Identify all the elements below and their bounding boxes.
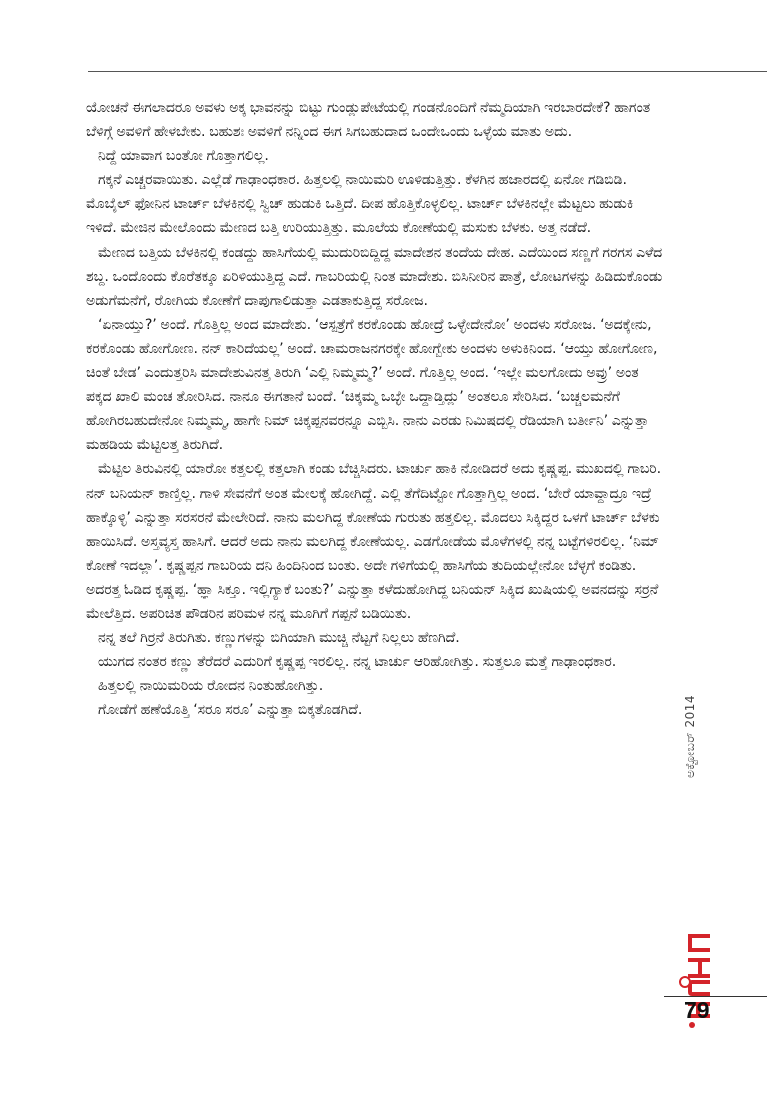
paragraph-6: ಮೆಟ್ಟಿಲ ತಿರುವಿನಲ್ಲಿ ಯಾರೋ ಕತ್ತಲಲ್ಲಿ ಕತ್ತಲಾಗಿ ಕಂಡು ಬೆಚ್ಚಿಸಿದರು. ಟಾರ್ಚು ಹಾಕಿ ನೋಡಿದರೆ ಅದು ಕೃಷ್ಣಪ್ಪ. ಮುಖದಲ್ಲಿ ಗಾಬರಿ. ನನ್ ಬನಿಯನ್ ಕಾಣ್ತಿಲ್ಲ. ಗಾಳಿ ಸೇವನೆಗೆ ಅಂತ ಮೇಲಕ್ಕೆ ಹೋಗಿದ್ದೆ. ಎಲ್ಲಿ ತೆಗೆದಿಟ್ಟೋ ಗೊತ್ತಾಗ್ತಿಲ್ಲ ಅಂದ. ‘ಬೇರೆ ಯಾವ್ದಾದ್ರೂ ಇದ್ರೆ ಹಾಕ್ಕೊಳ್ಳಿ’ ಎನ್ನುತ್ತಾ ಸರಸರನೆ ಮೇಲೇರಿದೆ. ನಾನು ಮಲಗಿದ್ದ ಕೋಣೆಯ ಗುರುತು ಹತ್ತಲಿಲ್ಲ. ಮೊದಲು ಸಿಕ್ಕಿದ್ದರ ಒಳಗೆ ಟಾರ್ಚ್ ಬೆಳಕು ಹಾಯಿಸಿದೆ. ಅಸ್ತವ್ಯಸ್ತ ಹಾಸಿಗೆ. ಆದರೆ ಅದು ನಾನು ಮಲಗಿದ್ದ ಕೋಣೆಯಲ್ಲ. ಎಡಗೋಡೆಯ ಮೊಳೆಗಳಲ್ಲಿ ನನ್ನ ಬಟ್ಟೆಗಳಿರಲಿಲ್ಲ. ‘ನಿಮ್ ಕೋಣೆ ಇದಲ್ಲಾ’. ಕೃಷ್ಣಪ್ಪನ ಗಾಬರಿಯ ದನಿ ಹಿಂದಿನಿಂದ ಬಂತು. ಅದೇ ಗಳಿಗೆಯಲ್ಲಿ ಹಾಸಿಗೆಯ ತುದಿಯಲ್ಲೇನೋ ಬೆಳ್ಳಗೆ ಕಂಡಿತು. ಅದರತ್ತ ಓಡಿದ ಕೃಷ್ಣಪ್ಪ. ‘ಹ್ಞಾ ಸಿಕ್ತೂ. ಇಲ್ಲಿಗ್ಯಾಕೆ ಬಂತು?’ ಎನ್ನುತ್ತಾ ಕಳೆದುಹೋಗಿದ್ದ ಬನಿಯನ್ ಸಿಕ್ಕಿದ ಖುಷಿಯಲ್ಲಿ ಅವನದನ್ನು ಸರ್ರನೆ ಮೇಲೆತ್ತಿದ. ಅಪರಿಚಿತ ಪೌಡರಿನ ಪರಿಮಳ ನನ್ನ ಮೂಗಿಗೆ ಗಪ್ಪನೆ ಬಡಿಯಿತು.	[86, 461, 662, 622]
paragraph-8: ಯುಗದ ನಂತರ ಕಣ್ಣು ತೆರೆದರೆ ಎದುರಿಗೆ ಕೃಷ್ಣಪ್ಪ ಇರಲಿಲ್ಲ. ನನ್ನ ಟಾರ್ಚು ಆರಿಹೋಗಿತ್ತು. ಸುತ್ತಲೂ ಮತ್ತೆ ಗಾಢಾಂಧಕಾರ.	[98, 654, 617, 671]
paragraph-2: ನಿದ್ದೆ ಯಾವಾಗ ಬಂತೋ ಗೊತ್ತಾಗಲಿಲ್ಲ.	[98, 148, 269, 165]
footer-rule	[664, 996, 767, 997]
paragraph-3: ಗಕ್ಕನೆ ಎಚ್ಚರವಾಯಿತು. ಎಲ್ಲೆಡೆ ಗಾಢಾಂಧಕಾರ. ಹಿತ್ತಲಲ್ಲಿ ನಾಯಿಮರಿ ಊಳಿಡುತ್ತಿತ್ತು. ಕೆಳಗಿನ ಹಜಾರದಲ್ಲಿ ಏನೋ ಗಡಿಬಿಡಿ. ಮೊಬೈಲ್ ಫೋನಿನ ಟಾರ್ಚ್ ಬೆಳಕಿನಲ್ಲಿ ಸ್ವಿಚ್ ಹುಡುಕಿ ಒತ್ತಿದೆ. ದೀಪ ಹೊತ್ತಿಕೊಳ್ಳಲಿಲ್ಲ. ಟಾರ್ಚ್ ಬೆಳಕಿನಲ್ಲೇ ಮೆಟ್ಟಲು ಹುಡುಕಿ ಇಳಿದೆ. ಮೇಜಿನ ಮೇಲೊಂದು ಮೇಣದ ಬತ್ತಿ ಉರಿಯುತ್ತಿತ್ತು. ಮೂಲೆಯ ಕೋಣೆಯಲ್ಲಿ ಮಸುಕು ಬೆಳಕು. ಅತ್ತ ನಡೆದೆ.	[86, 172, 634, 237]
paragraph-7: ನನ್ನ ತಲೆ ಗಿರ್ರನೆ ತಿರುಗಿತು. ಕಣ್ಣುಗಳನ್ನು ಬಿಗಿಯಾಗಿ ಮುಚ್ಚಿ ನೆಟ್ಟಗೆ ನಿಲ್ಲಲು ಹೆಣಗಿದೆ.	[98, 630, 460, 647]
article-body	[86, 96, 664, 722]
logo-dot-icon	[679, 976, 691, 988]
top-rule	[88, 71, 767, 72]
issue-date: ಅಕ್ಟೋಬರ್ 2014	[683, 695, 697, 778]
paragraph-9: ಹಿತ್ತಲಲ್ಲಿ ನಾಯಿಮರಿಯ ರೋದನ ನಿಂತುಹೋಗಿತ್ತು.	[98, 678, 324, 695]
paragraph-5: ‘ಏನಾಯ್ತು?’ ಅಂದೆ. ಗೊತ್ತಿಲ್ಲ ಅಂದ ಮಾದೇಶು. ‘ಆಸ್ಪತ್ರೆಗೆ ಕರಕೊಂಡು ಹೋದ್ರೆ ಒಳ್ಳೇದೇನೋ’ ಅಂದಳು ಸರೋಜ. ‘ಅದಕ್ಕೇನು, ಕರಕೊಂಡು ಹೋಗೋಣ. ನನ್ ಕಾರಿದೆಯಲ್ಲ’ ಅಂದೆ. ಚಾಮರಾಜನಗರಕ್ಕೇ ಹೋಗ್ಬೇಕು ಅಂದಳು ಅಳುಕಿನಿಂದ. ‘ಆಯ್ತು ಹೋಗೋಣ, ಚಿಂತೆ ಬೇಡ’ ಎಂದುತ್ತರಿಸಿ ಮಾದೇಶುವಿನತ್ತ ತಿರುಗಿ ‘ಎಲ್ಲಿ ನಿಮ್ಮಮ್ಮ?’ ಅಂದೆ. ಗೊತ್ತಿಲ್ಲ ಅಂದ. ‘ಇಲ್ಲೇ ಮಲಗೋದು ಅವ್ರು’ ಅಂತ ಪಕ್ಕದ ಖಾಲಿ ಮಂಚ ತೋರಿಸಿದ. ನಾನೂ ಈಗತಾನೆ ಬಂದೆ. ‘ಚಿಕ್ಕಮ್ಮ ಒಬ್ಳೇ ಒದ್ದಾಡ್ತಿದ್ಲು’ ಅಂತಲೂ ಸೇರಿಸಿದ. ‘ಬಚ್ಚಲಮನೆಗೆ ಹೋಗಿರಬಹುದೇನೋ ನಿಮ್ಮಮ್ಮ, ಹಾಗೇ ನಿಮ್ ಚಿಕ್ಕಪ್ಪನವರನ್ನೂ ಎಬ್ಬಿಸಿ. ನಾನು ಎರಡು ನಿಮಿಷದಲ್ಲಿ ರೆಡಿಯಾಗಿ ಬರ್ತೀನಿ’ ಎನ್ನುತ್ತಾ ಮಹಡಿಯ ಮೆಟ್ಟಿಲತ್ತ ತಿರುಗಿದೆ.	[86, 316, 658, 454]
paragraph-4: ಮೇಣದ ಬತ್ತಿಯ ಬೆಳಕಿನಲ್ಲಿ ಕಂಡದ್ದು ಹಾಸಿಗೆಯಲ್ಲಿ ಮುದುರಿಬಿದ್ದಿದ್ದ ಮಾದೇಶನ ತಂದೆಯ ದೇಹ. ಎದೆಯಿಂದ ಸಣ್ಣಗೆ ಗರಗಸ ಎಳೆದ ಶಬ್ದ. ಒಂದೊಂದು ಕೊರೆತಕ್ಕೂ ಏರಿಳಿಯುತ್ತಿದ್ದ ಎದೆ. ಗಾಬರಿಯಲ್ಲಿ ನಿಂತ ಮಾದೇಶು. ಬಿಸಿನೀರಿನ ಪಾತ್ರೆ, ಲೋಟಗಳನ್ನು ಹಿಡಿದುಕೊಂಡು ಅಡುಗೆಮನೆಗೆ, ರೋಗಿಯ ಕೋಣೆಗೆ ದಾಪುಗಾಲಿಡುತ್ತಾ ಎಡತಾಕುತ್ತಿದ್ದ ಸರೋಜ.	[86, 244, 663, 309]
paragraph-1: ಯೋಚನೆ ಈಗಲಾದರೂ ಅವಳು ಅಕ್ಕ ಭಾವನನ್ನು ಬಿಟ್ಟು ಗುಂಡ್ಲುಪೇಟೆಯಲ್ಲಿ ಗಂಡನೊಂದಿಗೆ ನೆಮ್ಮದಿಯಾಗಿ ಇರಬಾರದೇಕೆ? ಹಾಗಂತ ಬೆಳಿಗ್ಗೆ ಅವಳಿಗೆ ಹೇಳಬೇಕು. ಬಹುಶಃ ಅವಳಿಗೆ ನನ್ನಿಂದ ಈಗ ಸಿಗಬಹುದಾದ ಒಂದೇಒಂದು ಒಳ್ಳೆಯ ಮಾತು ಅದು.	[86, 100, 651, 141]
paragraph-10: ಗೋಡೆಗೆ ಹಣೆಯೊತ್ತಿ ‘ಸರೂ ಸರೂ’ ಎನ್ನುತ್ತಾ ಬಿಕ್ಕತೊಡಗಿದೆ.	[98, 702, 363, 719]
page-number: 79	[684, 997, 710, 1023]
